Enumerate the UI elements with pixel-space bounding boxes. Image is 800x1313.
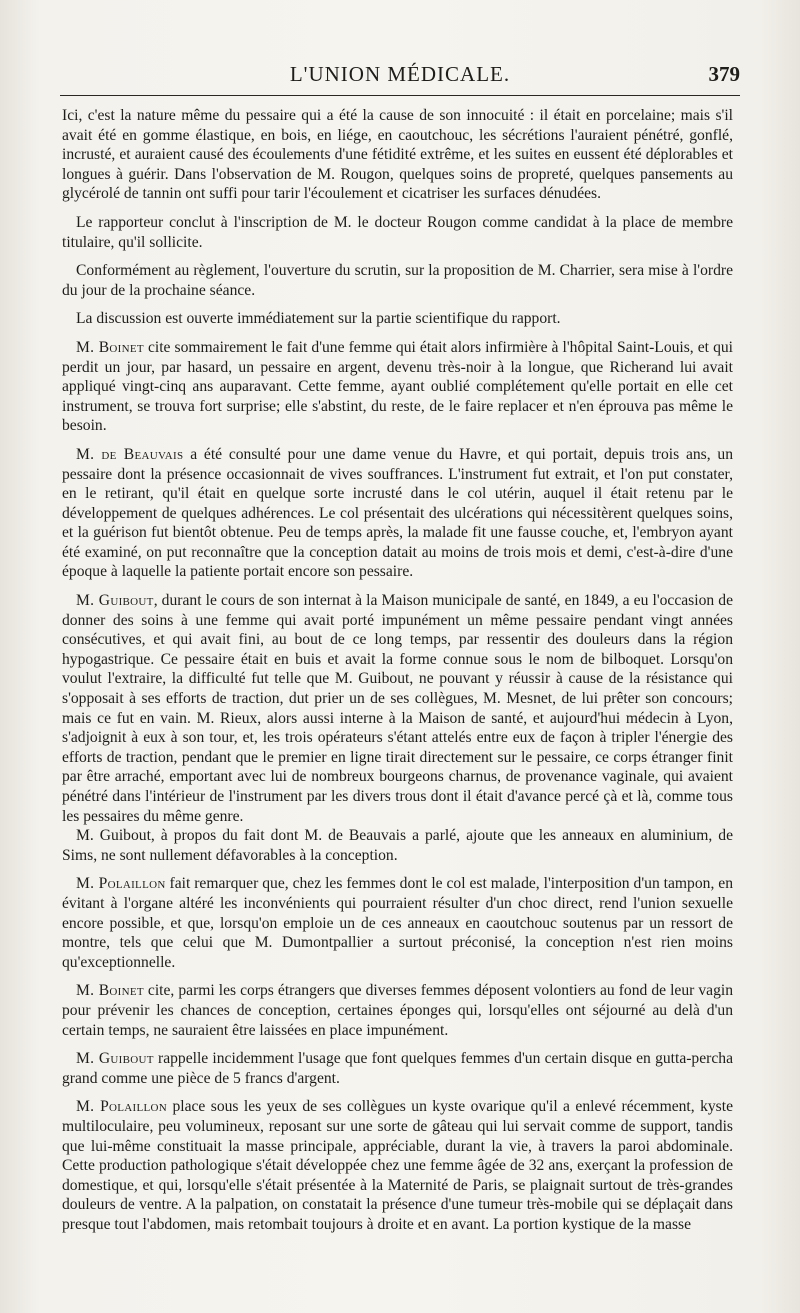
paragraph-rapporteur-conclusion — [62, 213, 733, 252]
paragraph-scrutin — [62, 261, 733, 300]
paragraph-text: place sous les yeux de ses collègues un kyste ovarique qu'il a enlevé récemment, kyste multiloculaire, peu volumineux, reposant sur une sorte de gâteau qui lui servait comme de support, tandis que lui-même constituait la masse principale, appréciable, durant la vie, à travers la paroi abdominale. Cette production pathologique s'était développée chez une femme âgée de 32 ans, exerçant la profession de domestique, et qui, lorsqu'elle s'était présentée à la Maternité de Paris, se plaignait surtout de très-grandes douleurs de ventre. A la palpation, on constatait la présence d'une tumeur très-mobile qui se déplaçait dans presque tout l'abdomen, mais retombait toujours à droite et en avant. La portion kystique de la masse — [62, 1098, 733, 1233]
paragraph-guibout-disque — [62, 1049, 733, 1088]
paragraph-text: Ici, c'est la nature même du pessaire qui a été la cause de son innocuité : il était en porcelaine; mais s'il avait été en gomme élastique, en bois, en liége, en caoutchouc, les sécrétions l'auraient pénétré, gonflé, incrusté, et auraient causé des écoulements d'une fétidité extrême, et les suites en eussent été déplorables et longues à guérir. Dans l'observation de M. Rougon, quelques soins de propreté, quelques pansements au glycérolé de tannin ont suffi pour tarir l'écoulement et cicatriser les surfaces dénudées. — [62, 107, 733, 203]
article-body — [62, 106, 733, 1234]
paragraph-guibout-bilboquet — [62, 591, 733, 826]
paragraph-text: , durant le cours de son internat à la Maison municipale de santé, en 1849, a eu l'occasion de donner des soins à une femme qui avait porté impunément un même pessaire pendant vingt années consécutives, et qui avait fini, au bout de ce long temps, par ressentir des douleurs dans la région hypogastrique. Ce pessaire était en buis et avait la forme connue sous le nom de bilboquet. Lorsqu'on voulut l'extraire, la difficulté fut telle que M. Guibout, ne pouvant y réussir à cause de la résistance qui s'opposait à ses efforts de traction, dut prier un de ses collègues, M. Mesnet, de lui prêter son concours; mais ce fut en vain. M. Rieux, alors aussi interne à la Maison de santé, et aujourd'hui médecin à Lyon, s'adjoignit à eux à son tour, et, les trois opérateurs s'étant attelés entre eux de façon à tripler l'énergie des efforts de traction, pendant que le premier en ligne tirait directement sur le pessaire, ce corps étranger finit par être arraché, emportant avec lui de nombreux bourgeons charnus, de provenance vaginale, qui avaient pénétré dans l'intérieur de l'instrument par les divers trous dont il était d'avance percé çà et là, comme tous les pessaires du même genre. — [62, 592, 733, 825]
paragraph-text: fait remarquer que, chez les femmes dont le col est malade, l'interposition d'un tampon, en évitant à l'organe altéré les inconvénients qui pourraient résulter d'un choc direct, rend l'union sexuelle encore possible, et que, lorsqu'on emploie un de ces anneaux en caoutchouc soutenus par un ressort de montre, tels que celui que M. Dumontpallier a surtout préconisé, la conception n'est rien moins qu'exceptionnelle. — [62, 875, 734, 971]
speaker-name: M. Polaillon — [76, 875, 166, 893]
running-title: L'UNION MÉDICALE. — [289, 62, 511, 86]
page-number: 379 — [708, 62, 740, 86]
speaker-name: M. de Beauvais — [76, 445, 184, 463]
header-rule — [60, 95, 740, 96]
paragraph-text: cite, parmi les corps étrangers que diverses femmes déposent volontiers au fond de leur vagin pour prévenir les chances de conception, certaines éponges qui, lorsqu'elles ont séjourné au delà d'un certain temps, ne sauraient être laissées en place impunément. — [62, 982, 733, 1039]
speaker-name: M. Guibout — [76, 1050, 154, 1068]
paragraph-boinet-silver-pessary — [62, 338, 733, 436]
paragraph-text: Le rapporteur conclut à l'inscription de M. le docteur Rougon comme candidat à la place de membre titulaire, qu'il sollicite. — [62, 213, 733, 251]
speaker-name: M. Polaillon — [76, 1098, 168, 1116]
paragraph-text: M. Guibout, à propos du fait dont M. de Beauvais a parlé, ajoute que les anneaux en aluminium, de Sims, ne sont nullement défavorables à la conception. — [62, 827, 733, 864]
speaker-name: M. Boinet — [76, 338, 144, 356]
running-header — [60, 60, 740, 100]
paragraph-text: Conformément au règlement, l'ouverture du scrutin, sur la proposition de M. Charrier, sera mise à l'ordre du jour de la prochaine séance. — [62, 262, 733, 299]
speaker-name: M. Guibout — [76, 592, 154, 610]
paragraph-porcelain-pessary — [62, 106, 733, 204]
paragraph-guibout-aluminium — [62, 826, 733, 865]
paragraph-text: cite sommairement le fait d'une femme qui était alors infirmière à l'hôpital Saint-Louis, et qui perdit un jour, par hasard, un pessaire en argent, devenu très-noir à la longue, que Richerand lui avait appliqué vingt-cinq ans auparavant. Cette femme, ayant oublié complétement qu'elle portait en elle cet instrument, se trouva fort surprise; elle s'abstint, du reste, de le faire replacer et n'en éprouva pas même le besoin. — [62, 338, 733, 435]
paragraph-de-beauvais-havre — [62, 445, 733, 582]
paragraph-polaillon-kyste — [62, 1097, 733, 1234]
paragraph-text: La discussion est ouverte immédiatement sur la partie scientifique du rapport. — [76, 310, 561, 328]
paragraph-polaillon-tampon — [62, 874, 733, 972]
paragraph-text: rappelle incidemment l'usage que font quelques femmes d'un certain disque en gutta-percha grand comme une pièce de 5 francs d'argent. — [62, 1050, 733, 1087]
paragraph-text: a été consulté pour une dame venue du Havre, et qui portait, depuis trois ans, un pessaire dont la présence occasionnait de vives souffrances. L'instrument fut extrait, et l'on put constater, en le retirant, qu'il était en quelque sorte incrusté dans le col utérin, auquel il était retenu par le développement de quelques adhérences. Le col présentait des ulcérations qui nécessitèrent quelques soins, et la guérison fut bientôt obtenue. Peu de temps après, la malade fit une fausse couche, et, l'embryon ayant été examiné, on put reconnaître que la conception datait au moins de trois mois et demi, c'est-à-dire d'une époque à laquelle la patiente portait encore son pessaire. — [62, 445, 734, 581]
paragraph-discussion-opened — [62, 309, 733, 329]
speaker-name: M. Boinet — [76, 982, 144, 1000]
paragraph-boinet-eponges — [62, 981, 733, 1040]
